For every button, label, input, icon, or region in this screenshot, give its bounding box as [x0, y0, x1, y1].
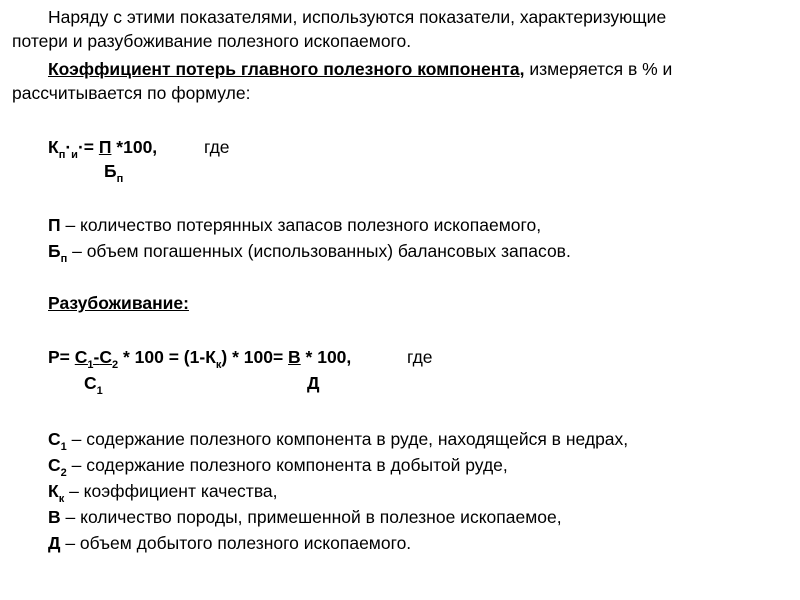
intro-line-1: Наряду с этими показателями, используются показатели, характеризующие: [48, 7, 667, 27]
formula2-main: [48, 346, 351, 371]
def1-b: [48, 240, 571, 265]
def1-p-text: – количество потерянных запасов полезного ископаемого,: [60, 215, 542, 235]
formula2-mid1: * 100 = (1-К: [118, 347, 216, 367]
formula2-where: где: [407, 347, 433, 367]
formula1-den-sub: п: [116, 173, 124, 185]
def2-c1: [48, 428, 628, 453]
formula1-times: *100,: [111, 137, 158, 157]
formula1-numerator: П: [98, 137, 112, 157]
loss-coef-rest: измеряется в % и: [524, 59, 673, 79]
formula2-c1: С: [74, 347, 88, 367]
def2-v-text: – количество породы, примешенной в полезное ископаемое,: [60, 507, 562, 527]
def2-c2-sym: С: [48, 455, 61, 475]
def2-c1-sym: С: [48, 429, 61, 449]
def2-d-text: – объем добытого полезного ископаемого.: [60, 533, 412, 553]
def2-v: [48, 506, 562, 528]
def2-d: [48, 532, 411, 554]
def2-kk-text: – коэффициент качества,: [64, 481, 278, 501]
def1-p-sym: П: [48, 215, 61, 235]
def2-c2-sub: 2: [60, 467, 67, 479]
formula1-sub-p: п: [58, 149, 66, 161]
formula2-den-c: [84, 372, 103, 397]
formula2-fraction-num: [74, 347, 119, 371]
def1-b-sym: Б: [48, 241, 61, 261]
formula1-denominator: [104, 160, 123, 185]
formula2-den-c-sym: С: [84, 373, 97, 393]
loss-coef-line-2: рассчитывается по формуле:: [12, 83, 251, 103]
def2-c1-text: – содержание полезного компонента в руде, находящейся в недрах,: [66, 429, 629, 449]
def2-c2: [48, 454, 508, 479]
formula2-c1-sub: 1: [87, 359, 94, 371]
formula1-dot: ·: [65, 137, 72, 157]
dilution-heading: Разубоживание:: [48, 293, 189, 313]
formula1-eq: ·=: [77, 137, 99, 157]
formula1-k: К: [48, 137, 59, 157]
def2-c2-text: – содержание полезного компонента в добытой руде,: [66, 455, 508, 475]
def2-v-sym: В: [48, 507, 61, 527]
formula2-c2-sub: 2: [112, 359, 119, 371]
formula1-den-b: Б: [104, 161, 117, 181]
formula2-k-sub: к: [215, 359, 222, 371]
formula1-sub-i: и: [71, 149, 78, 161]
def2-d-sym: Д: [48, 533, 61, 553]
formula2-v: В: [288, 347, 301, 367]
formula1-where: где: [204, 137, 230, 157]
formula2-minus: -: [93, 347, 100, 367]
def2-c1-sub: 1: [60, 441, 67, 453]
loss-coef-line-1: [48, 58, 672, 80]
intro-line-2: потери и разубоживание полезного ископаемого.: [12, 31, 412, 51]
def2-kk-sym: К: [48, 481, 59, 501]
formula1-lhs: [48, 136, 157, 161]
loss-coef-term: Коэффициент потерь главного полезного компонента,: [48, 59, 525, 79]
formula2-den-d: Д: [307, 373, 320, 393]
def2-kk: [48, 480, 278, 505]
formula2-p: Р=: [48, 347, 75, 367]
def1-b-text: – объем погашенных (использованных) балансовых запасов.: [67, 241, 571, 261]
formula2-tail: * 100,: [300, 347, 352, 367]
def1-p: [48, 214, 541, 236]
def1-b-sub: п: [60, 253, 68, 265]
def2-kk-sub: к: [58, 493, 65, 505]
formula2-mid2: ) * 100=: [221, 347, 289, 367]
formula2-c2: С: [99, 347, 112, 367]
formula2-den-c-sub: 1: [96, 385, 103, 397]
